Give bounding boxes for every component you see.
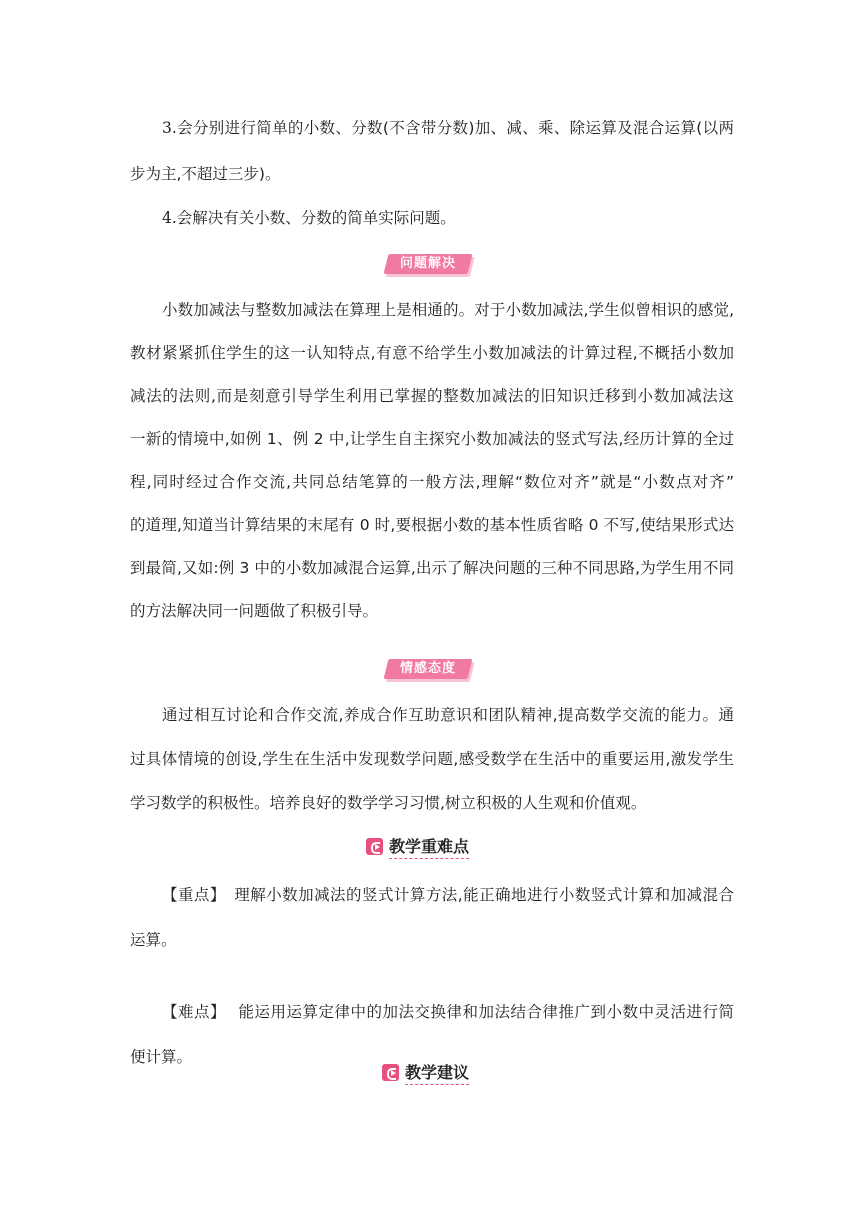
bookmark-arrow-icon [382,1064,399,1081]
key-point-line-1: 【重点】 理解小数加减法的竖式计算方法,能正确地进行小数竖式计算和加减混合 [162,886,734,904]
problem-solving-line: 的方法解决同一问题做了积极引导。 [130,602,379,620]
attitude-line: 过具体情境的创设,学生在生活中发现数学问题,感受数学在生活中的重要运用,激发学生 [130,750,734,768]
key-points-heading: 教学重难点 [366,834,469,858]
bookmark-arrow-icon [366,838,383,855]
objective-3-line-1: 3.会分别进行简单的小数、分数(不含带分数)加、减、乘、除运算及混合运算(以两 [162,119,734,137]
problem-solving-line: 程,同时经过合作交流,共同总结笔算的一般方法,理解“数位对齐”就是“小数点对齐” [130,473,734,491]
attitude-line: 学习数学的积极性。培养良好的数学学习习惯,树立积极的人生观和价值观。 [130,794,647,812]
problem-solving-line: 教材紧紧抓住学生的这一认知特点,有意不给学生小数加减法的计算过程,不概括小数加 [130,344,734,362]
problem-solving-tag: 问题解决 [386,254,470,274]
problem-solving-line: 一新的情境中,如例 1、例 2 中,让学生自主探究小数加减法的竖式写法,经历计算的全过 [130,430,734,448]
objective-4: 4.会解决有关小数、分数的简单实际问题。 [162,209,456,227]
objective-3-line-2: 步为主,不超过三步)。 [130,165,281,183]
problem-solving-line: 的道理,知道当计算结果的末尾有 0 时,要根据小数的基本性质省略 0 不写,使结果形式达 [130,516,734,534]
suggestions-heading: 教学建议 [382,1060,469,1084]
key-point-line-2: 运算。 [130,931,177,949]
problem-solving-line: 减法的法则,而是刻意引导学生利用已掌握的整数加减法的旧知识迁移到小数加减法这 [130,387,734,405]
difficult-point-line-1: 【难点】 能运用运算定律中的加法交换律和加法结合律推广到小数中灵活进行简 [162,1003,734,1021]
attitude-line: 通过相互讨论和合作交流,养成合作互助意识和团队精神,提高数学交流的能力。通 [162,706,734,724]
problem-solving-line: 到最简,又如:例 3 中的小数加减混合运算,出示了解决问题的三种不同思路,为学生用不同 [130,559,734,577]
problem-solving-line: 小数加减法与整数加减法在算理上是相通的。对于小数加减法,学生似曾相识的感觉, [162,301,734,319]
difficult-point-line-2: 便计算。 [130,1048,193,1066]
attitude-tag: 情感态度 [386,659,470,679]
